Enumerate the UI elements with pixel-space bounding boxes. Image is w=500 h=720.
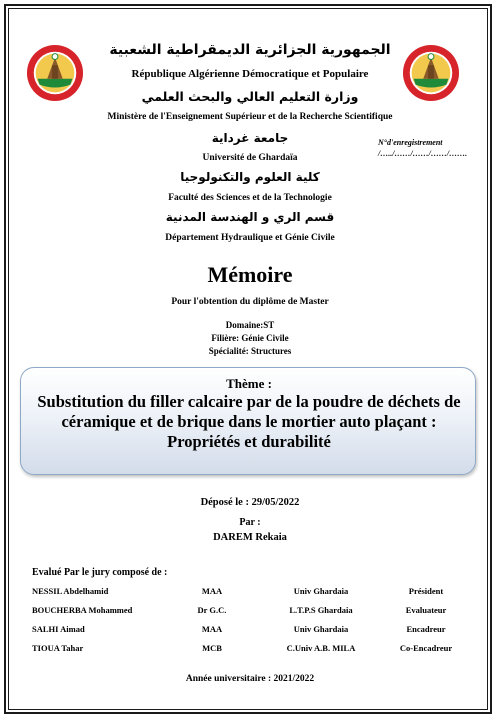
filiere-line: Filière: Génie Civile	[211, 333, 289, 343]
jury-title: Evalué Par le jury composé de :	[32, 567, 168, 578]
theme-text: Substitution du filler calcaire par de la poudre de déchets de céramique et de brique dans le mortier auto plaçant : Propriétés et durabilité	[37, 392, 461, 451]
jury-member-grade: MCB	[202, 643, 222, 653]
author-name: DAREM Rekaia	[213, 532, 287, 543]
jury-member-name: TIOUA Tahar	[32, 643, 84, 653]
jury-member-name: BOUCHERBA Mohammed	[32, 605, 133, 615]
specialite-line: Spécialité: Structures	[208, 346, 292, 356]
document-title: Mémoire	[207, 262, 293, 287]
registration-value: /…../……/……/……/…….	[378, 149, 468, 158]
jury-member-institution: C.Univ A.B. MILA	[286, 643, 356, 653]
document-subtitle: Pour l'obtention du diplôme de Master	[171, 297, 329, 307]
header-arabic-republic: الجمهورية الجزائرية الديمقراطية الشعبية	[109, 42, 391, 58]
theme-box	[20, 367, 476, 475]
jury-member-role: Co-Encadreur	[399, 643, 453, 653]
jury-member-institution: Univ Ghardaia	[293, 586, 349, 596]
jury-row	[28, 586, 468, 605]
header-french-university: Université de Ghardaïa	[202, 153, 298, 163]
jury-row	[28, 643, 468, 662]
header-arabic-faculty: كلية العلوم والتكنولوجيا	[180, 170, 320, 184]
jury-member-grade: Dr G.C.	[197, 605, 227, 615]
header-french-faculty: Faculté des Sciences et de la Technologie	[168, 193, 332, 203]
header-french-republic: République Algérienne Démocratique et Populaire	[131, 68, 369, 80]
deposit-date: Déposé le : 29/05/2022	[200, 497, 300, 508]
registration-label: N°d'enregistrement	[378, 138, 443, 147]
domaine-line: Domaine:ST	[225, 320, 275, 330]
registration-number	[378, 137, 488, 159]
jury-member-role: Encadreur	[406, 624, 446, 634]
jury-member-name: NESSIL Abdelhamid	[32, 586, 109, 596]
author-prefix: Par :	[239, 517, 261, 528]
header-arabic-department: قسم الري و الهندسة المدنية	[165, 210, 335, 224]
jury-row	[28, 624, 468, 643]
jury-member-institution: Univ Ghardaia	[293, 624, 349, 634]
header-arabic-ministry: وزارة التعليم العالي والبحث العلمي	[141, 89, 359, 104]
jury-member-institution: L.T.P.S Ghardaia	[289, 605, 353, 615]
theme-label: Thème :	[226, 376, 272, 391]
jury-table	[28, 586, 468, 662]
header-french-ministry: Ministère de l'Enseignement Supérieur et de la Recherche Scientifique	[107, 112, 393, 122]
jury-member-role: Evaluateur	[405, 605, 447, 615]
jury-member-name: SALHI Aimad	[32, 624, 85, 634]
jury-member-role: Président	[408, 586, 444, 596]
academic-year: Année universitaire : 2021/2022	[185, 674, 315, 684]
jury-member-grade: MAA	[201, 586, 223, 596]
header-french-department: Département Hydraulique et Génie Civile	[165, 233, 335, 243]
jury-row	[28, 605, 468, 624]
jury-member-grade: MAA	[201, 624, 223, 634]
header-arabic-university: جامعة غرداية	[211, 131, 289, 145]
